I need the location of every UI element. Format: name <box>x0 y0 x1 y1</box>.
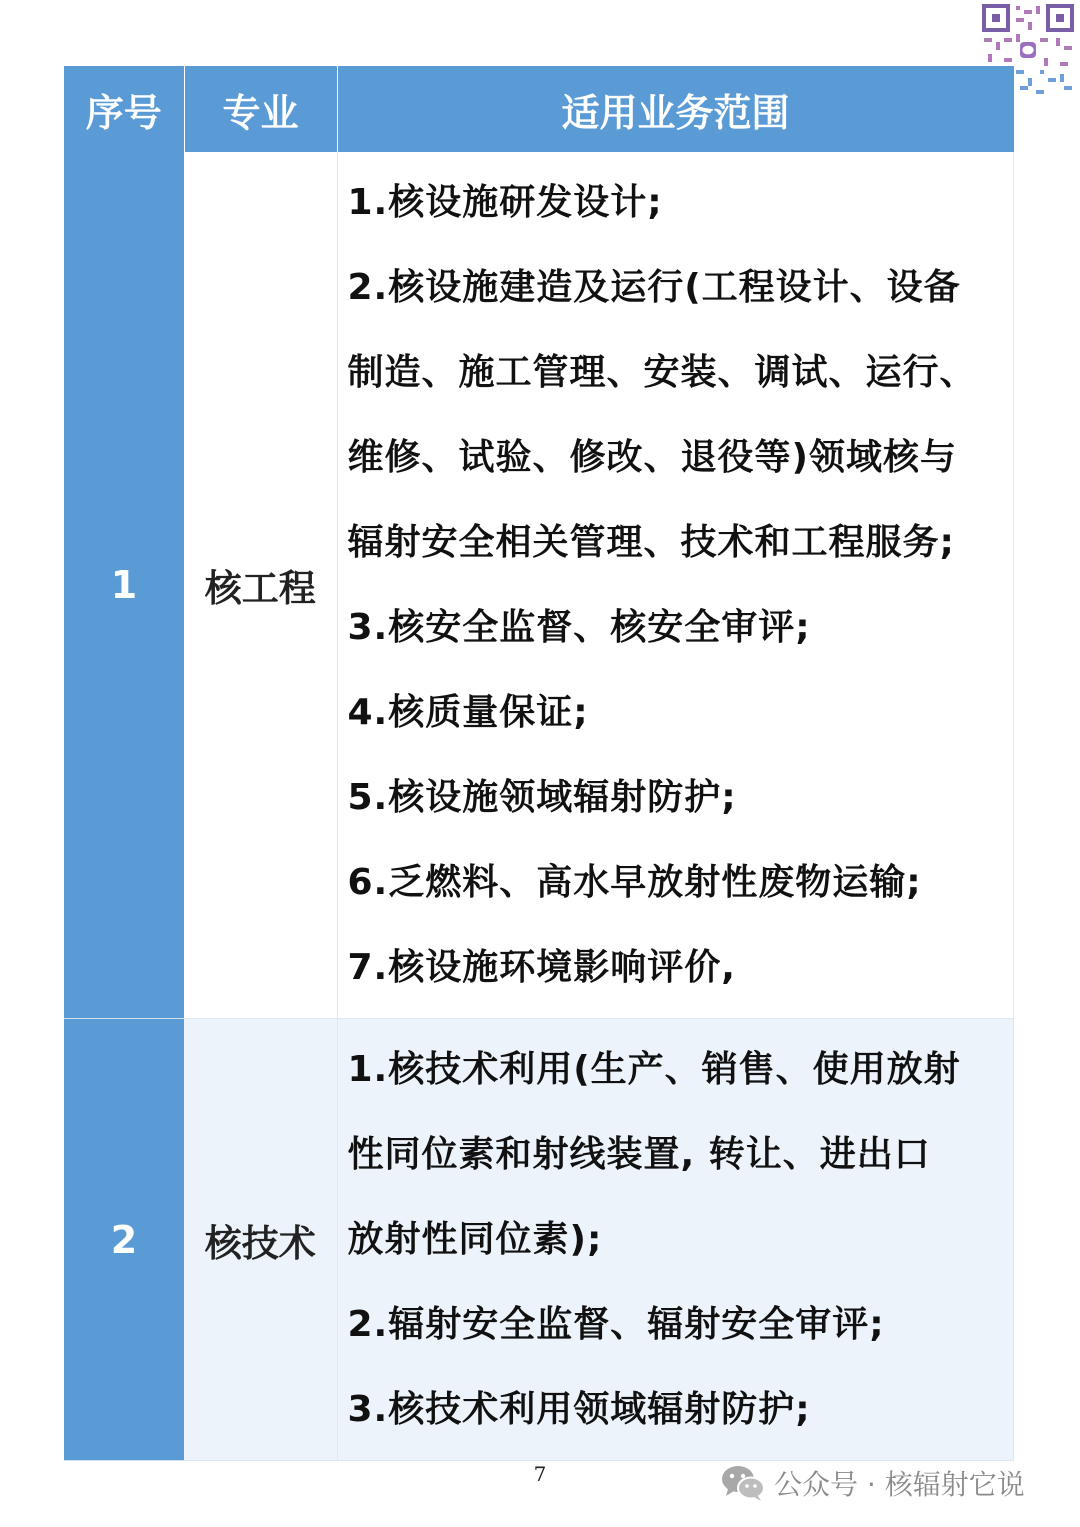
footer-watermark <box>720 1460 1025 1506</box>
row-major: 核技术 <box>184 1019 337 1461</box>
row-scope <box>337 152 1014 1019</box>
scope-item: 1.核设施研发设计; <box>347 182 663 223</box>
scope-item: 2.辐射安全监督、辐射安全审评; <box>347 1304 885 1345</box>
scope-item: 7.核设施环境影响评价, <box>347 947 736 988</box>
row-number: 1 <box>64 152 184 1019</box>
page-number: 7 <box>533 1462 547 1486</box>
table-header-row <box>64 66 1014 152</box>
scope-item: 3.核安全监督、核安全审评; <box>347 607 811 648</box>
row-number: 2 <box>64 1019 184 1461</box>
scope-item: 辐射安全相关管理、技术和工程服务; <box>347 522 955 563</box>
header-serial-number: 序号 <box>64 66 184 152</box>
header-major: 专业 <box>184 66 337 152</box>
scope-item: 4.核质量保证; <box>347 692 589 733</box>
row-major: 核工程 <box>184 152 337 1019</box>
scope-item: 放射性同位素); <box>347 1219 603 1260</box>
scope-item: 性同位素和射线装置, 转让、进出口 <box>347 1134 931 1175</box>
scope-item: 6.乏燃料、高水早放射性废物运输; <box>347 862 922 903</box>
table-row <box>64 1019 1014 1461</box>
business-scope-table <box>64 66 1014 1461</box>
row-scope <box>337 1019 1014 1461</box>
footer-account-name: 公众号 · 核辐射它说 <box>774 1468 1025 1501</box>
scope-item: 1.核技术利用(生产、销售、使用放射 <box>347 1049 961 1090</box>
scope-item: 维修、试验、修改、退役等)领域核与 <box>347 437 957 478</box>
scope-item: 3.核技术利用领域辐射防护; <box>347 1389 811 1430</box>
scope-item: 制造、施工管理、安装、调试、运行、 <box>347 352 977 393</box>
header-business-scope: 适用业务范围 <box>337 66 1014 152</box>
scope-item: 2.核设施建造及运行(工程设计、设备 <box>347 267 961 308</box>
table-row <box>64 152 1014 1019</box>
scope-item: 5.核设施领域辐射防护; <box>347 777 737 818</box>
wechat-icon <box>720 1463 766 1503</box>
